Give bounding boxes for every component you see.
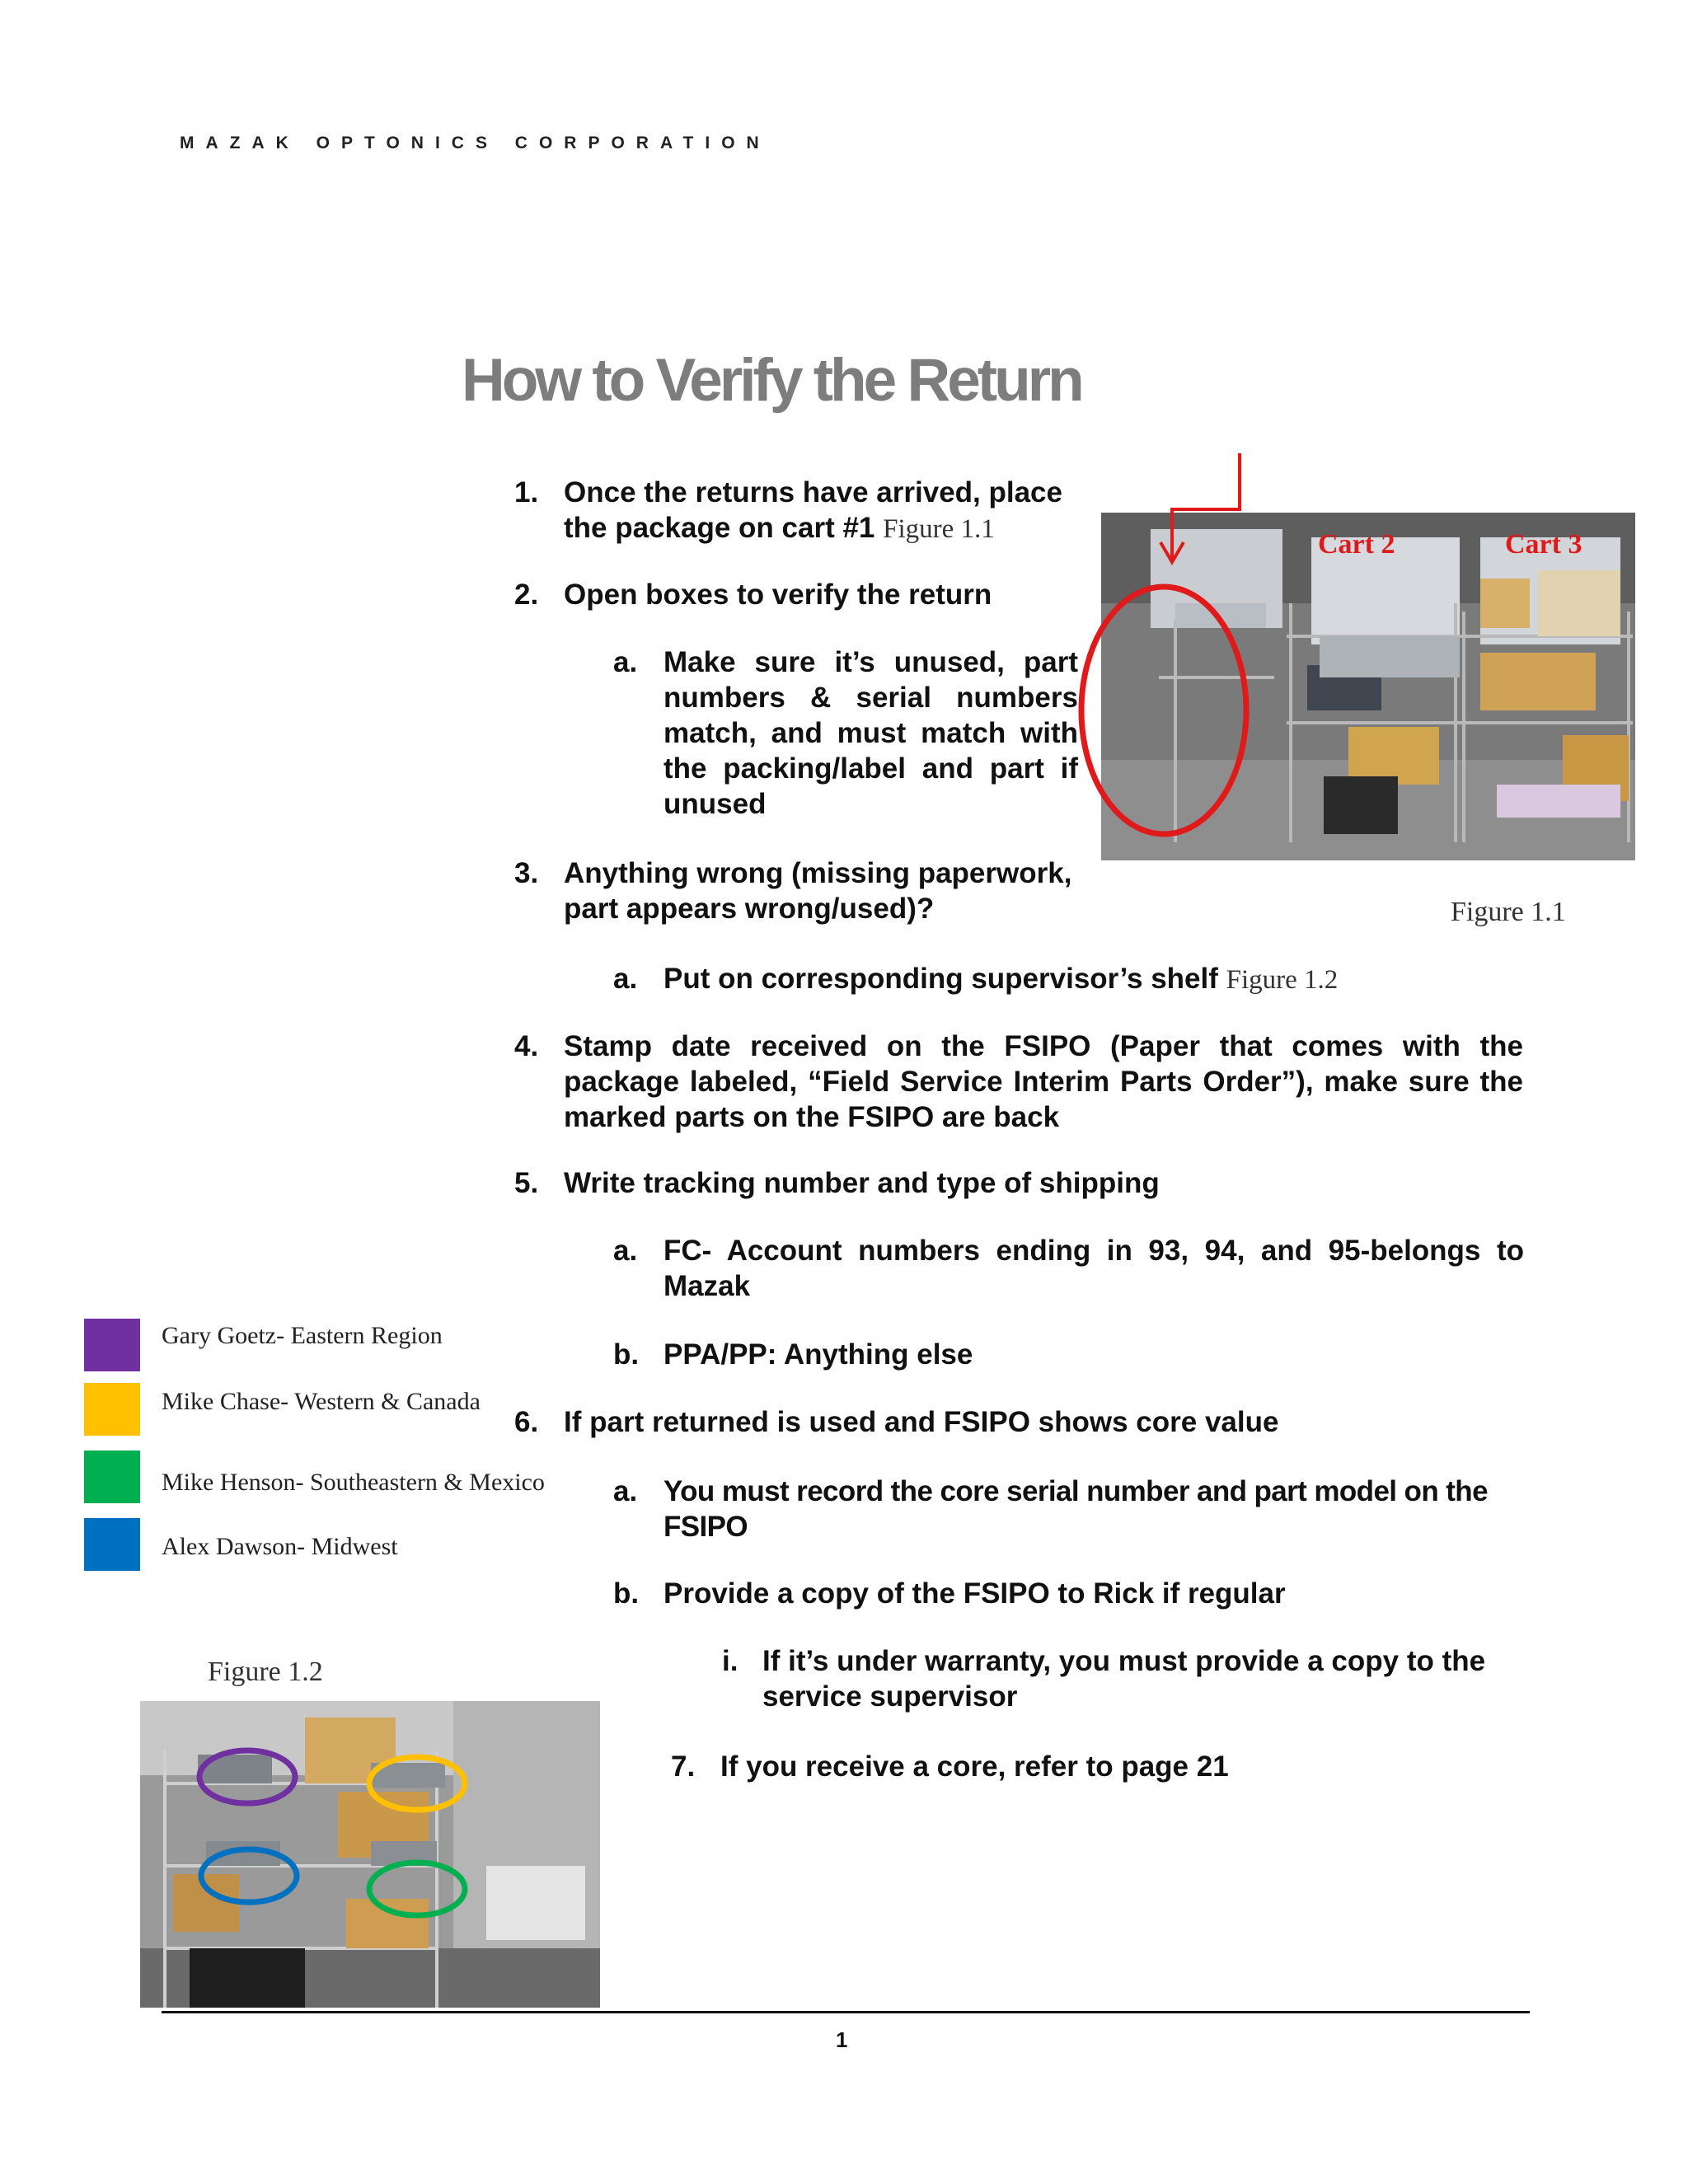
legend-swatch-yellow — [84, 1383, 140, 1436]
step-2-text: Open boxes to verify the return — [564, 579, 992, 611]
cart-2-label: Cart 2 — [1318, 529, 1395, 560]
step-5a-letter: a. — [613, 1235, 638, 1267]
page-number: 1 — [836, 2027, 848, 2052]
step-3-text: Anything wrong (missing paperwork, part appears wrong/used)? — [564, 857, 1072, 925]
step-6a-letter: a. — [613, 1475, 638, 1507]
step-2-number: 2. — [514, 579, 539, 611]
step-6-number: 6. — [514, 1406, 539, 1438]
step-6-text: If part returned is used and FSIPO shows core value — [564, 1406, 1279, 1438]
step-3a-letter: a. — [613, 963, 638, 995]
step-2a-letter: a. — [613, 646, 638, 678]
step-6bi-numeral: i. — [722, 1645, 738, 1677]
footer-rule — [162, 2011, 1530, 2013]
step-3a-figure-ref: Figure 1.2 — [1226, 965, 1339, 995]
step-6bi-text: If it’s under warranty, you must provide a copy to the service supervisor — [762, 1645, 1486, 1713]
legend-swatch-green — [84, 1451, 140, 1503]
figure-1-2-photo — [140, 1701, 600, 2008]
figure-1-1-caption: Figure 1.1 — [1451, 897, 1566, 927]
legend-swatch-blue — [84, 1518, 140, 1571]
legend-swatch-purple — [84, 1319, 140, 1371]
step-1-text — [564, 475, 1100, 547]
step-7-text: If you receive a core, refer to page 21 — [720, 1750, 1229, 1783]
step-5b-text: PPA/PP: Anything else — [663, 1338, 973, 1371]
legend-label-southeastern: Mike Henson- Southeastern & Mexico — [162, 1469, 545, 1493]
step-6b-letter: b. — [613, 1577, 640, 1610]
figure-1-2-caption: Figure 1.2 — [208, 1657, 323, 1687]
step-6a-text: You must record the core serial number and part model on the FSIPO — [663, 1475, 1488, 1543]
page-title: How to Verify the Return — [462, 347, 1081, 414]
step-3a-label: Put on corresponding supervisor’s shelf — [663, 963, 1218, 995]
step-3-number: 3. — [514, 857, 539, 889]
cart-3-label: Cart 3 — [1505, 529, 1582, 560]
step-2a-text: Make sure it’s unused, part numbers & serial numbers match, and must match with the packing/label and part if unused — [663, 646, 1078, 820]
step-4-number: 4. — [514, 1030, 539, 1062]
step-1-number: 1. — [514, 476, 539, 509]
step-5-text: Write tracking number and type of shipping — [564, 1167, 1160, 1199]
step-7-number: 7. — [671, 1750, 696, 1783]
step-6b-text: Provide a copy of the FSIPO to Rick if regular — [663, 1577, 1286, 1610]
cart-1-annotation — [1063, 445, 1294, 890]
legend-label-midwest: Alex Dawson- Midwest — [162, 1533, 398, 1560]
step-1-figure-ref: Figure 1.1 — [883, 514, 995, 544]
shelf-photo-illustration — [140, 1701, 600, 2008]
legend-label-eastern: Gary Goetz- Eastern Region — [162, 1322, 443, 1349]
step-3a-text — [663, 961, 1570, 998]
step-4-text: Stamp date received on the FSIPO (Paper that comes with the package labeled, “Field Service Interim Parts Order”), make sure the marked parts on the FSIPO are back — [564, 1030, 1523, 1133]
legend-label-western: Mike Chase- Western & Canada — [162, 1388, 481, 1415]
step-1-label: Once the returns have arrived, place the package on cart #1 — [564, 476, 1062, 544]
company-name: MAZAK OPTONICS CORPORATION — [180, 134, 771, 152]
step-5b-letter: b. — [613, 1338, 640, 1371]
step-5-number: 5. — [514, 1167, 539, 1199]
step-5a-text: FC- Account numbers ending in 93, 94, and 95-belongs to Mazak — [663, 1235, 1524, 1302]
